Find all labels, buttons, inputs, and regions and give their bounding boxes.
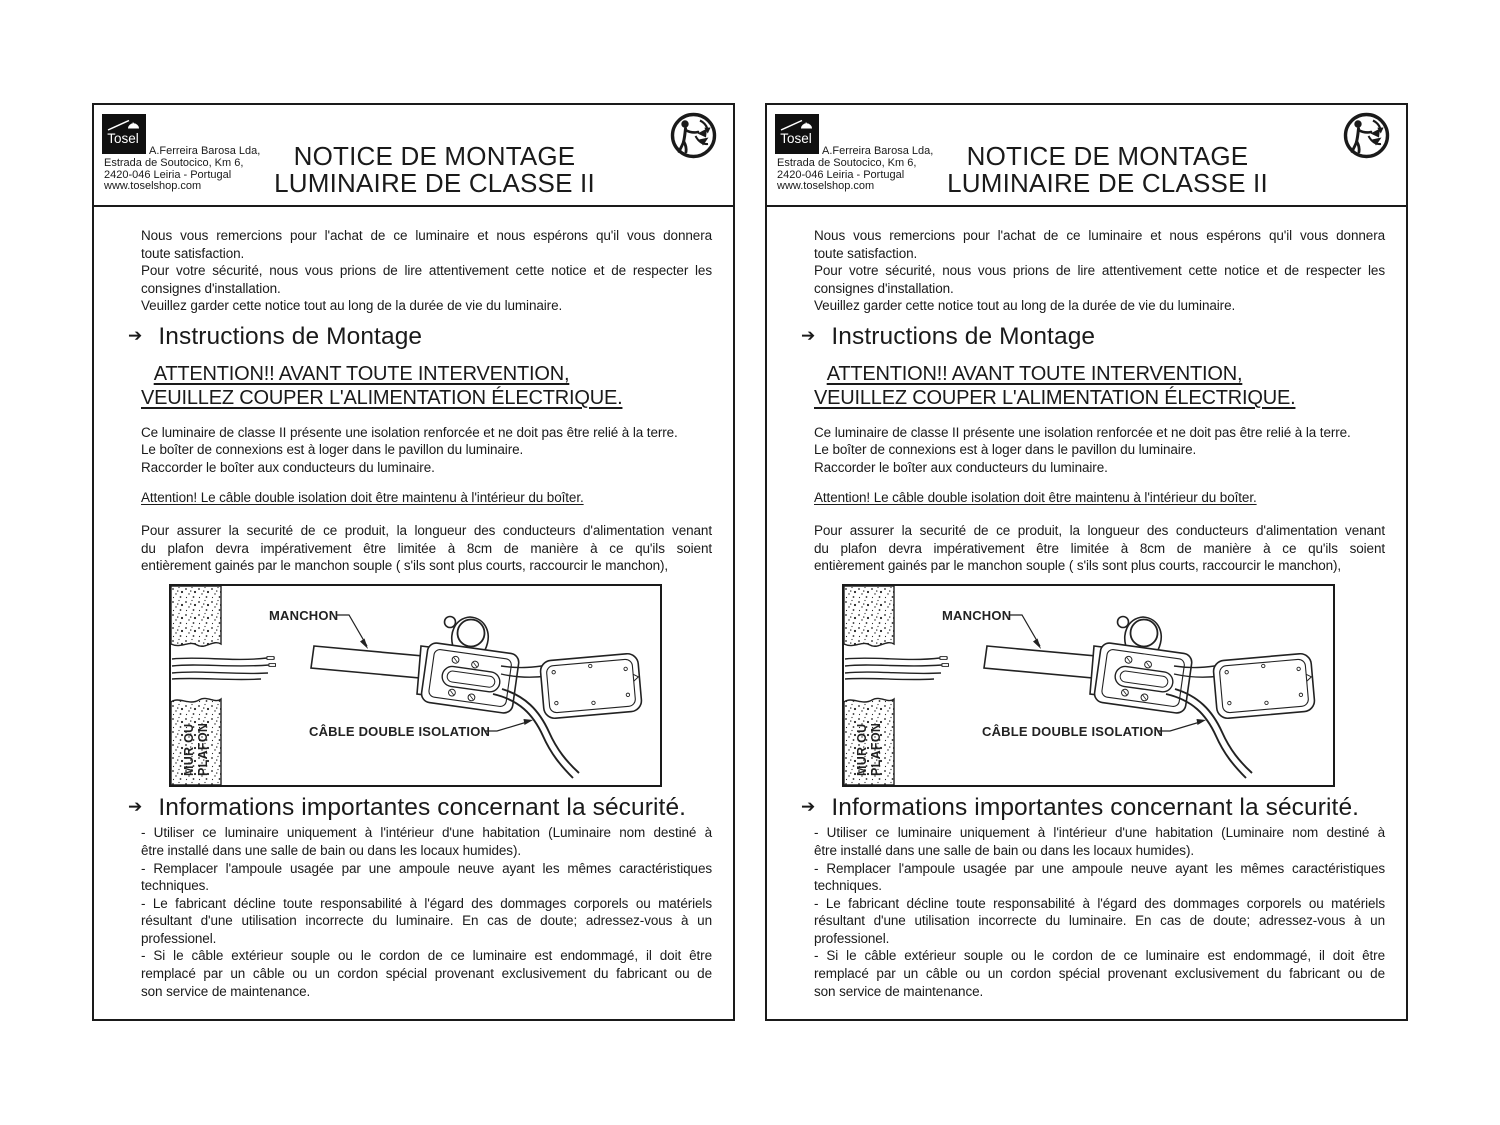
company-line: Estrada de Soutocico, Km 6, [104,156,244,169]
text-line: entièrement gainés par le manchon souple ( s'ils sont plus courts, raccourcir le manchon), [141,558,669,574]
text-line: - Le fabricant décline toute responsabilité à l'égard des dommages corporels ou matériels [141,895,712,911]
text-line: Raccorder le boîter aux conducteurs du luminaire. [141,459,435,475]
section-heading-securite [801,793,1385,821]
cover-plate [1213,653,1316,719]
manchon-paragraph [814,522,1385,575]
text-line: être installé dans une salle de bain ou dans les locaux humides). [814,842,1194,858]
text-line: professionel. [141,930,217,946]
cable-label: CÂBLE DOUBLE ISOLATION [309,723,491,739]
text-line: remplacé par un câble ou un cordon spécial provenant exclusivement du fabricant ou de [814,966,1385,982]
page-title-line1: NOTICE DE MONTAGE [293,141,576,171]
intro-text [814,227,1385,315]
warning-line2: VEUILLEZ COUPER L'ALIMENTATION ÉLECTRIQUE. [141,387,623,410]
manchon-sleeve [984,646,1107,679]
text-line: résultant d'une utilisation incorrecte du luminaire. En cas de doute; adressez-vous à un [814,913,1385,929]
text-line: remplacé par un câble ou un cordon spécial provenant exclusivement du fabricant ou de [141,966,712,982]
text-line: Le boîter de connexions est à loger dans le pavillon du luminaire. [141,442,524,458]
text-line: Ce luminaire de classe II présente une isolation renforcée et ne doit pas être relié à la terre. [814,424,1351,440]
hanger-small-ring [1118,616,1129,627]
text-line: son service de maintenance. [814,983,984,999]
text-line: Ce luminaire de classe II présente une isolation renforcée et ne doit pas être relié à la terre. [141,424,678,440]
text-line: son service de maintenance. [141,983,311,999]
warning-line1: ATTENTION!! AVANT TOUTE INTERVENTION, [153,362,570,385]
manchon-paragraph [141,522,712,575]
wall-label-line2: PLAFON [196,722,210,776]
attention-warning [814,362,1296,411]
manchon-label: MANCHON [942,607,1012,623]
hanger-ring [1131,619,1158,646]
hanger-small-ring [445,616,456,627]
text-line: - Utiliser ce luminaire uniquement à l'intérieur d'une habitation (Luminaire nom destiné à [141,825,712,841]
section-arrow-icon: ➔ [801,796,816,816]
triman-recycling-icon [1342,111,1391,160]
notice-page [92,103,735,1021]
notice-page [765,103,1408,1021]
text-line: Pour votre sécurité, nous vous prions de lire attentivement cette notice et de respecter les [814,263,1385,279]
page-header [94,105,733,207]
page-title [224,143,645,196]
section-arrow-icon: ➔ [128,796,143,816]
text-line: - Si le câble extérieur souple ou le cordon de ce luminaire est endommagé, il doit être [141,948,712,964]
text-line: Raccorder le boîter aux conducteurs du luminaire. [814,459,1108,475]
page-title-line2: LUMINAIRE DE CLASSE II [947,167,1268,198]
cable-attention-line: Attention! Le câble double isolation doit être maintenu à l'intérieur du boîter. [814,490,1257,506]
cable-arrowhead [524,719,534,725]
text-line: consignes d'installation. [141,280,281,296]
section-heading-securite-label: Informations importantes concernant la sécurité. [158,793,687,821]
company-line: 2420-046 Leiria - Portugal [104,168,232,181]
text-line: techniques. [814,878,882,894]
company-line: A.Ferreira Barosa Lda, [822,145,934,157]
company-line: Estrada de Soutocico, Km 6, [777,156,917,169]
logo-brand-text: Tosel [780,131,812,146]
section-heading-montage [801,322,1385,350]
text-line: Veuillez garder cette notice tout au long de la durée de vie du luminaire. [814,298,1236,314]
connection-box [1093,642,1192,714]
cable-label: CÂBLE DOUBLE ISOLATION [982,723,1164,739]
text-line: être installé dans une salle de bain ou dans les locaux humides). [141,842,521,858]
warning-line2: VEUILLEZ COUPER L'ALIMENTATION ÉLECTRIQUE. [814,387,1296,410]
warning-line1: ATTENTION!! AVANT TOUTE INTERVENTION, [826,362,1243,385]
text-line: Nous vous remercions pour l'achat de ce luminaire et nous espérons qu'il vous donnera [814,228,1385,243]
text-line: toute satisfaction. [141,245,245,261]
logo-brand-text: Tosel [107,131,139,146]
company-line: 2420-046 Leiria - Portugal [777,168,905,181]
page-body [94,207,733,1000]
supply-wires [172,656,276,679]
text-line: Veuillez garder cette notice tout au long de la durée de vie du luminaire. [141,298,563,314]
text-line: - Utiliser ce luminaire uniquement à l'intérieur d'une habitation (Luminaire nom destiné à [814,825,1385,841]
text-line: Le boîter de connexions est à loger dans le pavillon du luminaire. [814,442,1197,458]
cable-attention-line: Attention! Le câble double isolation doit être maintenu à l'intérieur du boîter. [141,490,584,506]
text-line: professionel. [814,930,890,946]
installation-diagram [169,584,662,787]
manchon-arrowhead [360,638,368,649]
manchon-label: MANCHON [269,607,339,623]
text-line: Pour assurer la securité de ce produit, la longueur des conducteurs d'alimentation venant [141,522,712,538]
supply-wires [845,656,949,679]
manchon-sleeve [311,646,434,679]
page-title-line2: LUMINAIRE DE CLASSE II [274,167,595,198]
safety-bullets [141,824,712,1000]
class2-paragraph [814,424,1385,477]
section-heading-securite-label: Informations importantes concernant la sécurité. [831,793,1360,821]
wall-label-line1: MUR OU [182,723,196,776]
manchon-arrowhead [1033,638,1041,649]
text-line: du plafon devra impérativement être limitée à 8cm de manière à ce qu'ils soient [141,540,712,556]
installation-diagram [842,584,1335,787]
hanger-ring [458,619,485,646]
page-body [767,207,1406,1000]
company-website: www.toselshop.com [104,180,202,193]
text-line: du plafon devra impérativement être limitée à 8cm de manière à ce qu'ils soient [814,540,1385,556]
wall-upper [844,586,894,646]
logo-lamp-stem [806,123,807,125]
page-title-line1: NOTICE DE MONTAGE [966,141,1249,171]
text-line: - Le fabricant décline toute responsabilité à l'égard des dommages corporels ou matériels [814,895,1385,911]
cable-leader-line [1158,722,1200,731]
text-line: entièrement gainés par le manchon souple ( s'ils sont plus courts, raccourcir le manchon), [814,558,1342,574]
section-heading-montage [128,322,712,350]
text-line: - Remplacer l'ampoule usagée par une ampoule neuve ayant les mêmes caractéristiques [814,860,1385,876]
page-title [897,143,1318,196]
section-heading-montage-label: Instructions de Montage [158,322,423,350]
company-website: www.toselshop.com [777,180,875,193]
cable-leader-line [485,722,527,731]
section-arrow-icon: ➔ [801,325,816,345]
text-line: techniques. [141,878,209,894]
attention-warning [141,362,623,411]
text-line: Pour assurer la securité de ce produit, la longueur des conducteurs d'alimentation venant [814,522,1385,538]
wall-upper [171,586,221,646]
page-header [767,105,1406,207]
section-arrow-icon: ➔ [128,325,143,345]
class2-paragraph [141,424,712,477]
text-line: Pour votre sécurité, nous vous prions de lire attentivement cette notice et de respecter les [141,263,712,279]
wall-label-line1: MUR OU [855,723,869,776]
wall-label-line2: PLAFON [869,722,883,776]
logo-lamp-stem [133,123,134,125]
text-line: - Remplacer l'ampoule usagée par une ampoule neuve ayant les mêmes caractéristiques [141,860,712,876]
section-heading-montage-label: Instructions de Montage [831,322,1096,350]
triman-recycling-icon [669,111,718,160]
cover-plate [540,653,643,719]
safety-bullets [814,824,1385,1000]
connection-box [420,642,519,714]
intro-text [141,227,712,315]
text-line: résultant d'une utilisation incorrecte du luminaire. En cas de doute; adressez-vous à un [141,913,712,929]
text-line: Nous vous remercions pour l'achat de ce luminaire et nous espérons qu'il vous donnera [141,228,712,243]
text-line: consignes d'installation. [814,280,954,296]
cable-arrowhead [1197,719,1207,725]
company-line: A.Ferreira Barosa Lda, [149,145,261,157]
text-line: toute satisfaction. [814,245,918,261]
text-line: - Si le câble extérieur souple ou le cordon de ce luminaire est endommagé, il doit être [814,948,1385,964]
section-heading-securite [128,793,712,821]
